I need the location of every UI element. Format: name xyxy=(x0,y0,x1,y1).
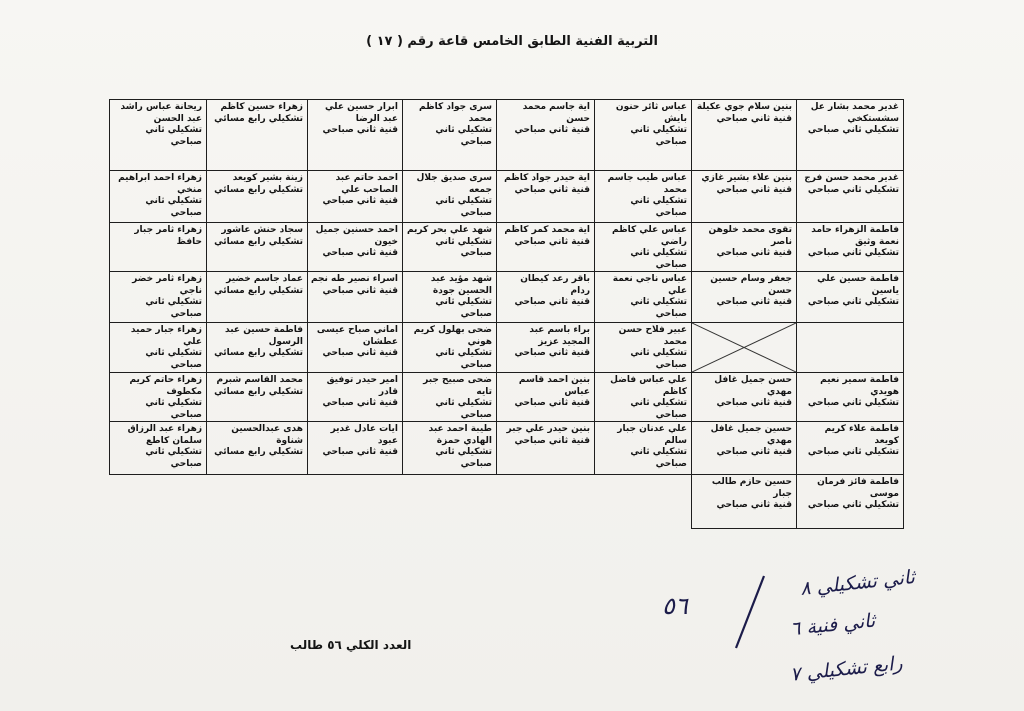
student-name: علي عباس فاضل كاظم xyxy=(610,375,687,397)
student-class: قنية ثاني صباحي xyxy=(514,297,590,307)
seat-cell xyxy=(797,475,904,529)
student-class: قنية ثاني صباحي xyxy=(514,236,590,247)
student-class: قنية ثاني صباحي xyxy=(716,184,792,195)
student-name: براء باسم عبد المجيد عزيز xyxy=(529,325,590,347)
table-row xyxy=(110,100,904,171)
seat-cell xyxy=(403,272,497,323)
empty-area xyxy=(403,475,497,529)
seat-cell xyxy=(207,100,308,171)
student-name: عبير فلاح حسن محمد xyxy=(618,325,687,347)
student-name: ريحانة عباس راشد عبد الحسن xyxy=(120,102,202,124)
seat-cell xyxy=(595,323,692,373)
student-class: تشكيلي رابع مسائي xyxy=(214,236,303,247)
table-row xyxy=(110,171,904,223)
student-name: عباس علي كاظم راضي xyxy=(612,225,687,247)
seat-cell xyxy=(110,171,207,223)
student-class: تشكيلي ثاني صباحي xyxy=(807,398,899,408)
student-name: سرى صديق جلال جمعه xyxy=(416,173,492,195)
student-name: تقوى محمد خلوهن ناصر xyxy=(708,225,792,247)
student-class: تشكيلي ثاني صباحي xyxy=(807,500,899,510)
seat-cell xyxy=(308,323,403,373)
student-name: عماد جاسم خضير xyxy=(226,274,303,284)
student-class: قنية ثاني صباحي xyxy=(514,435,590,446)
student-class: قنية ثاني صباحي xyxy=(322,348,398,358)
student-name: باقر رعد كيطان ردام xyxy=(520,274,590,296)
student-name: زهراء حسين كاظم xyxy=(220,102,303,112)
seat-cell xyxy=(797,223,904,272)
seat-cell xyxy=(110,373,207,422)
student-name: غدير محمد بشار عل سشستكخي xyxy=(810,102,899,124)
seat-cell xyxy=(595,100,692,171)
seat-cell xyxy=(692,475,797,529)
student-class: تشكيلي ثاني صباحي xyxy=(435,125,492,147)
student-class: قنية ثاني صباحي xyxy=(716,113,792,124)
student-class: قنية ثاني صباحي xyxy=(716,248,792,258)
student-name: عباس طيب جاسم محمد xyxy=(607,173,687,195)
seat-cell xyxy=(308,171,403,223)
seat-cell xyxy=(797,323,904,373)
seat-cell xyxy=(110,323,207,373)
empty-area xyxy=(308,475,403,529)
seat-cell xyxy=(692,100,797,171)
seat-cell xyxy=(308,223,403,272)
student-name: هدى عبدالحسين شناوة xyxy=(231,424,303,446)
seat-cell xyxy=(497,422,595,475)
seat-cell xyxy=(207,422,308,475)
student-class: تشكيلي ثاني صباحي xyxy=(435,348,492,370)
student-name: زهراء ثامر جبار حافظ xyxy=(134,225,202,247)
student-name: ابرار حسين علي عبد الرضا xyxy=(325,102,398,124)
student-name: غدير محمد حسن فرج xyxy=(804,173,899,183)
student-class: تشكيلي ثاني صباحي xyxy=(630,196,687,218)
handwritten-note-line1: ثاني تشكيلي ٨ xyxy=(799,566,916,600)
seat-cell xyxy=(497,100,595,171)
student-name: طيبة احمد عبد الهادي حمزة xyxy=(428,424,492,446)
student-name: زهراء ثامر خضر ناجي xyxy=(132,274,202,296)
student-name: حسن جميل غافل مهدي xyxy=(714,375,792,397)
student-class: قنية ثاني صباحي xyxy=(322,125,398,135)
seat-cell xyxy=(595,223,692,272)
seat-cell xyxy=(308,100,403,171)
table-row xyxy=(110,323,904,373)
seat-cell xyxy=(797,373,904,422)
seat-cell xyxy=(403,422,497,475)
seat-cell xyxy=(692,171,797,223)
seat-cell xyxy=(403,223,497,272)
student-class: قنية ثاني صباحي xyxy=(322,398,398,408)
student-name: بنين علاء بشير غازي xyxy=(701,173,792,183)
student-class: تشكيلي ثاني صباحي xyxy=(630,125,687,147)
seat-cell xyxy=(497,373,595,422)
handwritten-note-line3: رابع تشكيلي ٧ xyxy=(789,652,904,686)
student-class: تشكيلي ثاني صباحي xyxy=(435,236,492,258)
seat-cell xyxy=(207,171,308,223)
seat-cell xyxy=(207,373,308,422)
student-class: تشكيلي ثاني صباحي xyxy=(435,297,492,319)
student-name: امير حيدر توفيق قادر xyxy=(326,375,398,397)
student-class: قنية ثاني صباحي xyxy=(716,398,792,408)
student-class: تشكيلي ثاني صباحي xyxy=(145,125,202,147)
student-name: سجاد حنش عاشور xyxy=(221,225,303,235)
handwritten-note-line2: ثاني فنية ٦ xyxy=(789,609,877,641)
student-class: تشكيلي ثاني صباحي xyxy=(435,447,492,469)
empty-area xyxy=(497,475,595,529)
seat-cell xyxy=(497,223,595,272)
student-class: قنية ثاني صباحي xyxy=(716,500,792,510)
student-class: تشكيلي ثاني صباحي xyxy=(630,248,687,270)
student-name: ايات عادل غدير عبود xyxy=(330,424,398,446)
seat-cell xyxy=(207,223,308,272)
student-class: تشكيلي ثاني صباحي xyxy=(807,125,899,135)
seat-cell xyxy=(797,171,904,223)
student-name: اسراء نصير طه نجم xyxy=(311,274,398,284)
student-class: تشكيلي ثاني صباحي xyxy=(630,447,687,469)
student-name: اماني صباح عيسى عطشان xyxy=(316,325,398,347)
student-class: تشكيلي ثاني صباحي xyxy=(630,398,687,420)
student-name: عباس ثائر حنون بايش xyxy=(615,102,687,124)
student-name: سرى جواد كاظم محمد xyxy=(419,102,492,124)
student-name: علي عدنان جبار سالم xyxy=(617,424,687,446)
student-class: تشكيلي رابع مسائي xyxy=(214,285,303,296)
student-name: فاطمة حسين علي ياسين xyxy=(817,274,899,296)
seat-cell xyxy=(692,422,797,475)
student-class: تشكيلي ثاني صباحي xyxy=(145,447,202,469)
student-class: قنية ثاني صباحي xyxy=(514,398,590,408)
cross-mark xyxy=(692,323,796,372)
student-class: قنية ثاني صباحي xyxy=(322,285,398,296)
seat-cell xyxy=(403,373,497,422)
empty-area xyxy=(110,475,207,529)
seat-cell xyxy=(497,272,595,323)
student-class: تشكيلي ثاني صباحي xyxy=(807,447,899,457)
student-name: احمد حسنين جميل خيون xyxy=(315,225,398,247)
seat-cell xyxy=(797,100,904,171)
empty-area xyxy=(595,475,692,529)
student-class: تشكيلي رابع مسائي xyxy=(214,386,303,397)
student-class: قنية ثاني صباحي xyxy=(514,125,590,135)
student-name: عباس ناجي نعمة علي xyxy=(612,274,687,296)
student-name: فاطمة فائز فرمان موسى xyxy=(817,477,899,499)
seat-cell xyxy=(308,272,403,323)
seat-cell xyxy=(692,272,797,323)
seat-cell xyxy=(797,422,904,475)
student-name: زهراء عبد الرزاق سلمان كاطع xyxy=(127,424,202,446)
seat-cell xyxy=(403,100,497,171)
student-name: ضحى بهلول كريم هوني xyxy=(413,325,492,347)
student-name: حسين جميل غافل مهدي xyxy=(710,424,792,446)
page-title: التربية الفنية الطابق الخامس قاعة رقم ( ١٧ ) xyxy=(366,34,658,49)
handwritten-slash xyxy=(730,572,770,652)
seat-cell xyxy=(207,272,308,323)
student-name: محمد القاسم شبرم xyxy=(216,375,303,385)
seat-cell xyxy=(207,323,308,373)
seat-cell xyxy=(797,272,904,323)
seat-cell xyxy=(308,373,403,422)
table-row xyxy=(110,475,904,529)
seat-cell xyxy=(595,373,692,422)
table-row xyxy=(110,272,904,323)
handwritten-total: ٥٦ xyxy=(662,592,688,620)
seat-cell xyxy=(110,100,207,171)
student-name: شهد مؤيد عبد الحسين جودة xyxy=(430,274,492,296)
table-row xyxy=(110,422,904,475)
student-class: تشكيلي رابع مسائي xyxy=(214,348,303,358)
seat-cell xyxy=(595,171,692,223)
student-name: زينة بشير كويعد xyxy=(232,173,303,183)
seat-cell xyxy=(692,223,797,272)
seat-cell xyxy=(497,171,595,223)
student-class: تشكيلي ثاني صباحي xyxy=(145,398,202,420)
seat-cell xyxy=(403,323,497,373)
seating-table xyxy=(109,99,904,529)
student-name: حسين حازم طالب جبار xyxy=(711,477,792,499)
seat-cell xyxy=(595,422,692,475)
student-name: اية حيدر جواد كاظم xyxy=(504,173,590,183)
student-class: قنية ثاني صباحي xyxy=(716,447,792,457)
student-class: تشكيلي ثاني صباحي xyxy=(630,297,687,319)
student-class: تشكيلي ثاني صباحي xyxy=(435,398,492,420)
student-class: قنية ثاني صباحي xyxy=(514,184,590,195)
student-name: فاطمة سمير نعيم هويدي xyxy=(820,375,899,397)
student-class: تشكيلي ثاني صباحي xyxy=(807,248,899,258)
student-name: جعفر وسام حسين حسن xyxy=(710,274,792,296)
seat-cell xyxy=(497,323,595,373)
total-count: العدد الكلي ٥٦ طالب xyxy=(290,638,412,652)
student-name: اية جاسم محمد حسن xyxy=(522,102,590,124)
student-class: تشكيلي ثاني صباحي xyxy=(807,297,899,307)
student-name: فاطمة الزهراء حامد نعمة وثيق xyxy=(811,225,899,247)
seat-cell xyxy=(595,272,692,323)
student-class: تشكيلي رابع مسائي xyxy=(214,184,303,195)
student-class: قنية ثاني صباحي xyxy=(322,196,398,206)
student-class: قنية ثاني صباحي xyxy=(322,248,398,258)
student-name: زهراء جبار حميد علي xyxy=(130,325,202,347)
student-class: تشكيلي ثاني صباحي xyxy=(807,184,899,195)
table-row xyxy=(110,223,904,272)
student-name: فاطمة حسين عبد الرسول xyxy=(225,325,303,347)
student-name: شهد علي بحر كريم xyxy=(406,225,492,235)
student-class: تشكيلي رابع مسائي xyxy=(214,113,303,124)
student-name: بنين حيدر علي جبر xyxy=(506,424,590,434)
seat-cell xyxy=(110,422,207,475)
seat-cell xyxy=(110,272,207,323)
student-class: تشكيلي ثاني صباحي xyxy=(435,196,492,218)
seat-cell xyxy=(110,223,207,272)
crossed-out-seat xyxy=(692,323,797,373)
student-class: قنية ثاني صباحي xyxy=(514,348,590,358)
student-name: بنين سلام جوي عكيلة xyxy=(696,102,792,112)
student-name: ضحى صبيح جبر تايه xyxy=(423,375,492,397)
seat-cell xyxy=(308,422,403,475)
student-class: تشكيلي ثاني صباحي xyxy=(630,348,687,370)
empty-area xyxy=(207,475,308,529)
student-class: تشكيلي ثاني صباحي xyxy=(145,348,202,370)
student-name: بنين احمد قاسم عباس xyxy=(518,375,590,397)
student-name: اية محمد كمر كاظم xyxy=(504,225,590,235)
student-class: تشكيلي رابع مسائي xyxy=(214,447,303,457)
student-name: فاطمة علاء كريم كويعد xyxy=(824,424,899,446)
table-row xyxy=(110,373,904,422)
student-class: تشكيلي ثاني صباحي xyxy=(145,297,202,319)
seat-cell xyxy=(692,373,797,422)
seat-cell xyxy=(403,171,497,223)
student-name: زهراء احمد ابراهيم منخي xyxy=(118,173,202,195)
student-name: زهراء حاتم كريم مكطوف xyxy=(129,375,202,397)
student-class: قنية ثاني صباحي xyxy=(716,297,792,307)
student-class: قنية ثاني صباحي xyxy=(322,447,398,457)
student-class: تشكيلي ثاني صباحي xyxy=(145,196,202,218)
student-name: احمد حاتم عبد الصاحب علي xyxy=(335,173,398,195)
